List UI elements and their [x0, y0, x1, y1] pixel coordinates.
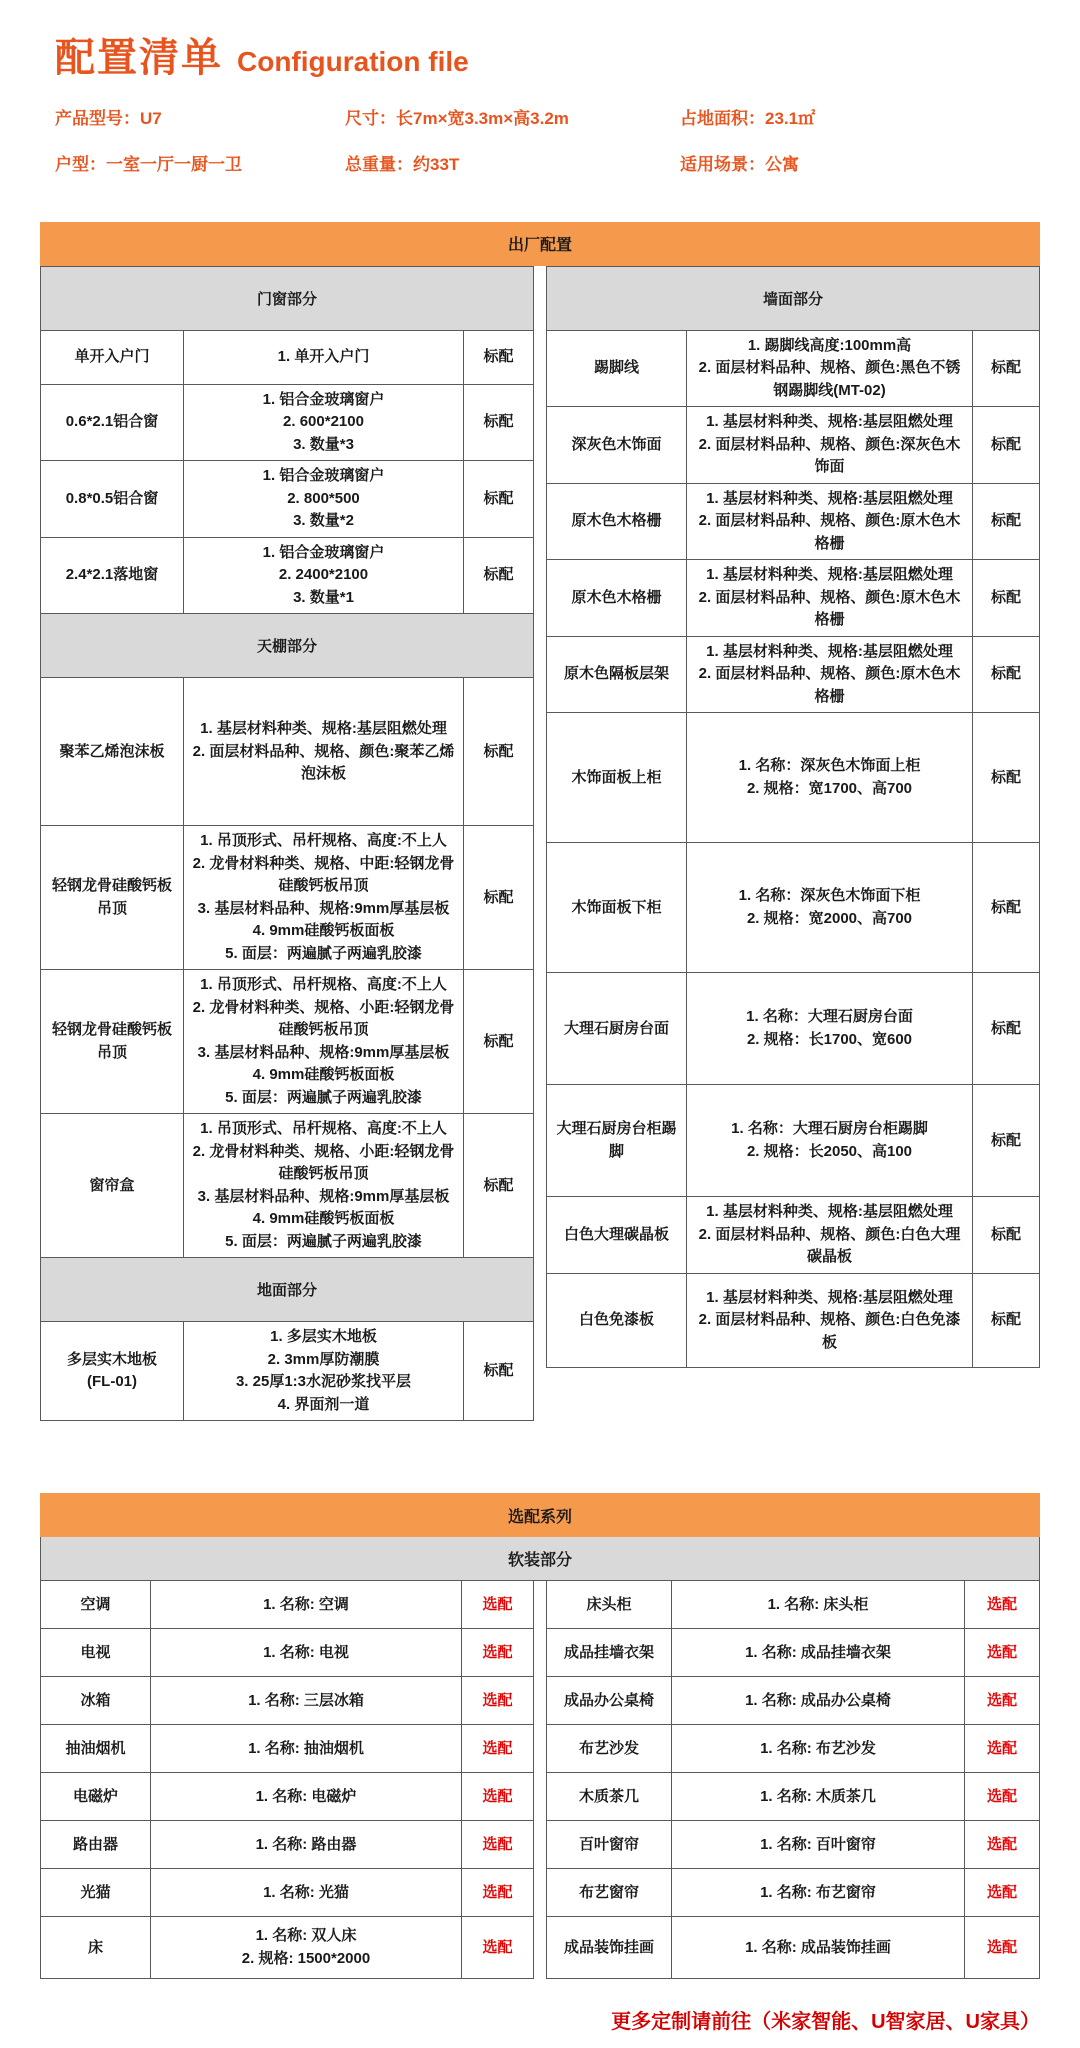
item-name-line: 成品办公桌椅: [563, 1691, 654, 1709]
desc-line: 2. 规格: 1500*2000: [241, 1949, 371, 1967]
optional-item-left: [40, 1725, 534, 1773]
desc-line: 5. 面层：两遍腻子两遍乳胶漆: [225, 1088, 422, 1106]
config-tag: 标配: [463, 826, 533, 970]
config-tag: 选配: [964, 1725, 1039, 1773]
item-desc-cell: [183, 538, 463, 615]
item-desc-cell: [686, 484, 972, 561]
optional-item-right: [546, 1581, 1040, 1629]
item-name-line: 布艺沙发: [578, 1739, 639, 1757]
optional-item-right: [546, 1677, 1040, 1725]
item-name-line: (FL-01): [87, 1373, 137, 1391]
config-tag: 标配: [972, 484, 1039, 561]
desc-line: 1. 名称：大理石厨房台面: [746, 1008, 913, 1026]
desc-line: 4. 9mm硅酸钙板面板: [252, 1066, 395, 1084]
item-desc-cell: [183, 1322, 463, 1421]
optional-table-row: [40, 1773, 1040, 1821]
item-name-line: 冰箱: [80, 1691, 111, 1709]
item-desc-cell: [150, 1773, 461, 1821]
optional-table-row: [40, 1917, 1040, 1979]
item-desc-cell: [150, 1821, 461, 1869]
desc-line: 1. 名称: 路由器: [255, 1835, 357, 1853]
config-tag: 标配: [463, 1322, 533, 1421]
info-weight: 总重量：约33T: [345, 155, 460, 175]
item-name-cell: [546, 1773, 671, 1821]
item-name-cell: [40, 1581, 150, 1629]
desc-line: 2. 规格：宽2000、高700: [746, 909, 913, 927]
column-gap: [534, 1581, 546, 1629]
item-desc-cell: [183, 970, 463, 1114]
desc-line: 3. 基层材料品种、规格:9mm厚基层板: [197, 899, 450, 917]
item-desc-cell: [686, 1197, 972, 1274]
doors-windows-column: [40, 266, 534, 1422]
item-name-cell: [546, 1581, 671, 1629]
optional-section-header: 软装部分: [40, 1537, 1040, 1581]
item-name-line: 轻钢龙骨硅酸钙板吊顶: [51, 877, 172, 917]
config-tag: 选配: [964, 1629, 1039, 1677]
config-tag: 标配: [972, 407, 1039, 484]
table-row: [546, 484, 1039, 561]
config-tag: 选配: [964, 1821, 1039, 1869]
config-tag: 选配: [461, 1773, 533, 1821]
optional-item-left: [40, 1773, 534, 1821]
optional-item-right: [546, 1773, 1040, 1821]
desc-line: 4. 界面剂一道: [277, 1395, 370, 1413]
item-desc-cell: [183, 385, 463, 462]
item-name-line: 多层实木地板: [66, 1350, 157, 1368]
item-desc-cell: [671, 1869, 964, 1917]
config-tag: 选配: [461, 1725, 533, 1773]
info-dimensions: 尺寸：长7m×宽3.3m×高3.2m: [345, 109, 569, 128]
item-name-cell: [546, 843, 686, 973]
item-desc-cell: [183, 461, 463, 538]
item-name-line: 木饰面板下柜: [571, 898, 662, 916]
item-desc-cell: [686, 331, 972, 408]
item-name-cell: [546, 1677, 671, 1725]
item-name-cell: [546, 331, 686, 408]
item-name-line: 0.6*2.1铝合窗: [65, 413, 159, 431]
item-name-cell: [40, 826, 183, 970]
product-info: [40, 109, 1040, 176]
factory-config-table: [40, 222, 1040, 1422]
item-name-cell: [40, 970, 183, 1114]
config-tag: 选配: [964, 1677, 1039, 1725]
desc-line: 2. 面层材料品种、规格、颜色:深灰色木饰面: [698, 435, 961, 476]
item-name-cell: [546, 1274, 686, 1368]
desc-line: 2. 800*500: [287, 489, 360, 507]
item-name-line: 布艺窗帘: [578, 1883, 639, 1901]
optional-table-body: [40, 1581, 1040, 1979]
item-name-line: 原木色木格栅: [571, 512, 662, 530]
item-name-cell: [546, 1197, 686, 1274]
item-desc-cell: [671, 1725, 964, 1773]
desc-line: 1. 名称: 成品装饰挂画: [745, 1938, 891, 1956]
item-desc-cell: [150, 1917, 461, 1979]
item-name-cell: [40, 385, 183, 462]
configuration-document: [40, 0, 1040, 2048]
desc-line: 1. 铝合金玻璃窗户: [262, 467, 385, 485]
item-name-line: 床: [87, 1938, 103, 1956]
desc-line: 2. 面层材料品种、规格、颜色:白色大理碳晶板: [698, 1225, 961, 1266]
walls-column: [546, 266, 1040, 1368]
item-name-cell: [40, 1773, 150, 1821]
desc-line: 1. 名称: 抽油烟机: [248, 1739, 364, 1757]
config-tag: 选配: [964, 1773, 1039, 1821]
config-tag: 标配: [972, 1197, 1039, 1274]
desc-line: 1. 名称: 木质茶几: [760, 1787, 876, 1805]
desc-line: 1. 踢脚线高度:100mm高: [747, 336, 912, 354]
item-name-line: 原木色隔板层架: [563, 665, 669, 683]
item-desc-cell: [686, 407, 972, 484]
item-desc-cell: [686, 560, 972, 637]
item-desc-cell: [183, 678, 463, 826]
item-name-cell: [40, 538, 183, 615]
item-name-line: 木质茶几: [578, 1787, 639, 1805]
table-row: [546, 973, 1039, 1085]
desc-line: 1. 名称: 布艺窗帘: [760, 1883, 876, 1901]
table-row: [546, 637, 1039, 714]
item-desc-cell: [150, 1581, 461, 1629]
desc-line: 2. 600*2100: [283, 413, 364, 431]
item-desc-cell: [686, 1274, 972, 1368]
table-row: [40, 1114, 533, 1258]
desc-line: 5. 面层：两遍腻子两遍乳胶漆: [225, 944, 422, 962]
config-tag: 标配: [463, 678, 533, 826]
item-name-line: 木饰面板上柜: [571, 768, 662, 786]
table-row: [546, 1197, 1039, 1274]
table-row: [40, 826, 533, 970]
item-name-cell: [546, 1917, 671, 1979]
config-tag: 标配: [463, 970, 533, 1114]
desc-line: 1. 名称: 光猫: [263, 1883, 349, 1901]
optional-table-row: [40, 1581, 1040, 1629]
config-tag: 选配: [461, 1821, 533, 1869]
item-desc-cell: [183, 1114, 463, 1258]
desc-line: 1. 名称: 布艺沙发: [760, 1739, 876, 1757]
section-header: 墙面部分: [546, 267, 1039, 331]
item-name-cell: [40, 1114, 183, 1258]
optional-table-row: [40, 1677, 1040, 1725]
item-name-cell: [546, 1725, 671, 1773]
config-tag: 标配: [972, 973, 1039, 1085]
desc-line: 3. 数量*3: [293, 435, 354, 453]
item-name-cell: [40, 1821, 150, 1869]
column-gap: [534, 1629, 546, 1677]
item-name-line: 大理石厨房台面: [563, 1019, 669, 1037]
optional-item-left: [40, 1821, 534, 1869]
factory-table-body: [40, 266, 1040, 1422]
config-tag: 选配: [461, 1917, 533, 1979]
item-desc-cell: [183, 826, 463, 970]
optional-item-right: [546, 1725, 1040, 1773]
desc-line: 2. 面层材料品种、规格、颜色:聚苯乙烯泡沫板: [192, 742, 455, 783]
desc-line: 1. 基层材料种类、规格:基层阻燃处理: [200, 720, 447, 738]
item-desc-cell: [686, 713, 972, 843]
optional-item-right: [546, 1821, 1040, 1869]
item-name-line: 轻钢龙骨硅酸钙板吊顶: [51, 1021, 172, 1061]
desc-line: 2. 3mm厚防潮膜: [267, 1350, 380, 1368]
item-name-line: 光猫: [80, 1883, 111, 1901]
desc-line: 1. 名称: 电视: [263, 1643, 349, 1661]
desc-line: 1. 名称: 成品办公桌椅: [745, 1691, 891, 1709]
info-product-model: 产品型号：U7: [55, 109, 162, 128]
desc-line: 1. 吊顶形式、吊杆规格、高度:不上人: [200, 976, 447, 994]
page-title: [40, 0, 1040, 83]
config-tag: 标配: [972, 1085, 1039, 1197]
desc-line: 1. 基层材料种类、规格:基层阻燃处理: [706, 566, 953, 584]
info-usage-scene: 适用场景：公寓: [680, 155, 799, 175]
optional-table-title: 选配系列: [40, 1493, 1040, 1537]
footer-note: 更多定制请前往（米家智能、U智家居、U家具）: [611, 2011, 1040, 2034]
item-name-line: 原木色木格栅: [571, 588, 662, 606]
optional-table-row: [40, 1869, 1040, 1917]
item-desc-cell: [150, 1725, 461, 1773]
config-tag: 标配: [972, 331, 1039, 408]
factory-table-title: 出厂配置: [40, 222, 1040, 266]
item-name-cell: [546, 713, 686, 843]
item-name-line: 窗帘盒: [89, 1176, 135, 1194]
item-desc-cell: [150, 1869, 461, 1917]
item-name-line: 路由器: [72, 1835, 118, 1853]
optional-item-left: [40, 1677, 534, 1725]
item-name-line: 2.4*2.1落地窗: [65, 566, 159, 584]
table-row: [546, 407, 1039, 484]
desc-line: 3. 25厚1:3水泥砂浆找平层: [235, 1373, 412, 1391]
item-name-line: 聚苯乙烯泡沫板: [59, 742, 165, 760]
optional-item-left: [40, 1917, 534, 1979]
desc-line: 1. 名称: 三层冰箱: [248, 1691, 364, 1709]
desc-line: 2. 面层材料品种、规格、颜色:原木色木格栅: [698, 512, 961, 552]
column-gap: [534, 1677, 546, 1725]
item-name-cell: [40, 1677, 150, 1725]
item-desc-cell: [183, 331, 463, 385]
config-tag: 标配: [972, 637, 1039, 714]
item-name-cell: [40, 678, 183, 826]
item-name-cell: [40, 1869, 150, 1917]
desc-line: 5. 面层：两遍腻子两遍乳胶漆: [225, 1232, 422, 1250]
desc-line: 1. 名称: 百叶窗帘: [760, 1835, 876, 1853]
optional-item-left: [40, 1581, 534, 1629]
item-name-cell: [546, 973, 686, 1085]
item-name-cell: [40, 461, 183, 538]
item-desc-cell: [686, 637, 972, 714]
desc-line: 1. 名称：深灰色木饰面上柜: [738, 757, 921, 775]
item-desc-cell: [671, 1821, 964, 1869]
config-tag: 标配: [463, 331, 533, 385]
table-row: [40, 385, 533, 462]
item-name-line: 电磁炉: [72, 1787, 118, 1805]
optional-item-right: [546, 1917, 1040, 1979]
desc-line: 2. 面层材料品种、规格、颜色:原木色木格栅: [698, 665, 961, 705]
desc-line: 1. 多层实木地板: [270, 1328, 377, 1346]
table-row: [40, 1322, 533, 1421]
page-title-en: Configuration file: [237, 46, 469, 77]
config-tag: 标配: [972, 560, 1039, 637]
column-gap: [534, 1725, 546, 1773]
desc-line: 1. 名称: 电磁炉: [255, 1787, 357, 1805]
item-name-line: 成品装饰挂画: [563, 1938, 654, 1956]
table-row: [40, 538, 533, 615]
table-row: [546, 843, 1039, 973]
config-tag: 选配: [461, 1677, 533, 1725]
desc-line: 1. 基层材料种类、规格:基层阻燃处理: [706, 1203, 953, 1221]
column-gap: [534, 1917, 546, 1979]
desc-line: 1. 基层材料种类、规格:基层阻燃处理: [706, 413, 953, 431]
optional-config-table: [40, 1493, 1040, 1979]
desc-line: 3. 基层材料品种、规格:9mm厚基层板: [197, 1187, 450, 1205]
table-row: [546, 713, 1039, 843]
item-name-line: 白色免漆板: [578, 1311, 654, 1329]
optional-item-right: [546, 1869, 1040, 1917]
desc-line: 1. 铝合金玻璃窗户: [262, 390, 385, 408]
optional-item-left: [40, 1629, 534, 1677]
item-name-line: 成品挂墙衣架: [563, 1643, 654, 1661]
item-name-cell: [40, 1917, 150, 1979]
desc-line: 2. 龙骨材料种类、规格、小距:轻钢龙骨硅酸钙板吊顶: [192, 1142, 455, 1183]
item-name-line: 大理石厨房台柜踢脚: [556, 1120, 677, 1160]
desc-line: 2. 规格：长1700、宽600: [746, 1030, 913, 1048]
column-gap: [534, 1869, 546, 1917]
desc-line: 1. 名称: 双人床: [255, 1927, 357, 1945]
config-tag: 选配: [461, 1629, 533, 1677]
config-tag: 选配: [461, 1869, 533, 1917]
desc-line: 1. 基层材料种类、规格:基层阻燃处理: [706, 489, 953, 507]
config-tag: 标配: [463, 538, 533, 615]
table-row: [40, 678, 533, 826]
section-header: 门窗部分: [40, 267, 533, 331]
item-name-line: 床头柜: [586, 1595, 632, 1613]
desc-line: 1. 吊顶形式、吊杆规格、高度:不上人: [200, 832, 447, 850]
desc-line: 3. 数量*2: [293, 512, 354, 530]
page-title-cn: 配置清单: [55, 36, 223, 80]
desc-line: 2. 面层材料品种、规格、颜色:原木色木格栅: [698, 588, 961, 629]
desc-line: 1. 基层材料种类、规格:基层阻燃处理: [706, 1288, 953, 1306]
desc-line: 1. 名称：大理石厨房台柜踢脚: [731, 1120, 928, 1138]
item-desc-cell: [671, 1581, 964, 1629]
optional-table-row: [40, 1725, 1040, 1773]
config-tag: 标配: [463, 461, 533, 538]
item-name-line: 百叶窗帘: [578, 1835, 639, 1853]
config-tag: 选配: [964, 1917, 1039, 1979]
item-name-cell: [40, 331, 183, 385]
item-name-cell: [40, 1725, 150, 1773]
desc-line: 2. 2400*2100: [278, 566, 369, 584]
desc-line: 1. 名称: 床头柜: [767, 1595, 869, 1613]
desc-line: 4. 9mm硅酸钙板面板: [252, 1210, 395, 1228]
desc-line: 3. 基层材料品种、规格:9mm厚基层板: [197, 1043, 450, 1061]
desc-line: 1. 名称：深灰色木饰面下柜: [738, 887, 921, 905]
item-name-cell: [546, 484, 686, 561]
column-gap: [534, 1773, 546, 1821]
desc-line: 4. 9mm硅酸钙板面板: [252, 922, 395, 940]
table-row: [40, 461, 533, 538]
config-tag: 标配: [463, 1114, 533, 1258]
desc-line: 2. 龙骨材料种类、规格、小距:轻钢龙骨硅酸钙板吊顶: [192, 998, 455, 1039]
desc-line: 2. 规格：长2050、高100: [746, 1142, 913, 1160]
config-tag: 标配: [463, 385, 533, 462]
info-floor-area: 占地面积：23.1㎡: [680, 109, 816, 128]
item-desc-cell: [671, 1677, 964, 1725]
item-name-cell: [40, 1629, 150, 1677]
desc-line: 1. 名称: 空调: [263, 1595, 349, 1613]
item-name-cell: [546, 560, 686, 637]
config-tag: 标配: [972, 1274, 1039, 1368]
item-name-line: 抽油烟机: [65, 1739, 126, 1757]
item-desc-cell: [686, 973, 972, 1085]
item-desc-cell: [686, 843, 972, 973]
item-name-cell: [546, 1821, 671, 1869]
desc-line: 2. 规格：宽1700、高700: [746, 779, 913, 797]
item-name-line: 踢脚线: [593, 359, 639, 377]
section-header: 天棚部分: [40, 614, 533, 678]
config-tag: 选配: [964, 1581, 1039, 1629]
table-row: [546, 560, 1039, 637]
info-layout: 户型：一室一厅一厨一卫: [55, 155, 242, 175]
config-tag: 标配: [972, 843, 1039, 973]
section-header: 地面部分: [40, 1258, 533, 1322]
desc-line: 3. 数量*1: [293, 588, 354, 606]
desc-line: 2. 龙骨材料种类、规格、中距:轻钢龙骨硅酸钙板吊顶: [192, 854, 455, 895]
desc-line: 1. 铝合金玻璃窗户: [262, 543, 385, 561]
item-name-cell: [546, 1869, 671, 1917]
item-desc-cell: [150, 1677, 461, 1725]
item-desc-cell: [686, 1085, 972, 1197]
table-row: [40, 970, 533, 1114]
item-name-line: 深灰色木饰面: [571, 435, 662, 453]
optional-table-row: [40, 1629, 1040, 1677]
column-gap: [534, 1821, 546, 1869]
optional-item-left: [40, 1869, 534, 1917]
optional-table-row: [40, 1821, 1040, 1869]
item-name-cell: [546, 407, 686, 484]
item-name-line: 空调: [80, 1595, 111, 1613]
config-tag: 标配: [972, 713, 1039, 843]
table-row: [546, 331, 1039, 408]
desc-line: 1. 单开入户门: [277, 348, 370, 366]
optional-item-right: [546, 1629, 1040, 1677]
desc-line: 2. 面层材料品种、规格、颜色:黑色不锈钢踢脚线(MT-02): [698, 359, 961, 399]
config-tag: 选配: [964, 1869, 1039, 1917]
item-name-line: 0.8*0.5铝合窗: [65, 489, 159, 507]
item-name-cell: [40, 1322, 183, 1421]
item-desc-cell: [671, 1917, 964, 1979]
item-desc-cell: [671, 1629, 964, 1677]
table-row: [546, 1274, 1039, 1368]
table-row: [40, 331, 533, 385]
item-desc-cell: [150, 1629, 461, 1677]
config-tag: 选配: [461, 1581, 533, 1629]
table-row: [546, 1085, 1039, 1197]
item-name-line: 电视: [80, 1643, 111, 1661]
item-name-cell: [546, 637, 686, 714]
desc-line: 1. 名称: 成品挂墙衣架: [745, 1643, 891, 1661]
desc-line: 1. 吊顶形式、吊杆规格、高度:不上人: [200, 1120, 447, 1138]
item-name-line: 白色大理碳晶板: [563, 1225, 669, 1243]
item-desc-cell: [671, 1773, 964, 1821]
item-name-cell: [546, 1085, 686, 1197]
item-name-line: 单开入户门: [74, 348, 150, 366]
desc-line: 2. 面层材料品种、规格、颜色:白色免漆板: [698, 1311, 961, 1351]
item-name-cell: [546, 1629, 671, 1677]
desc-line: 1. 基层材料种类、规格:基层阻燃处理: [706, 642, 953, 660]
